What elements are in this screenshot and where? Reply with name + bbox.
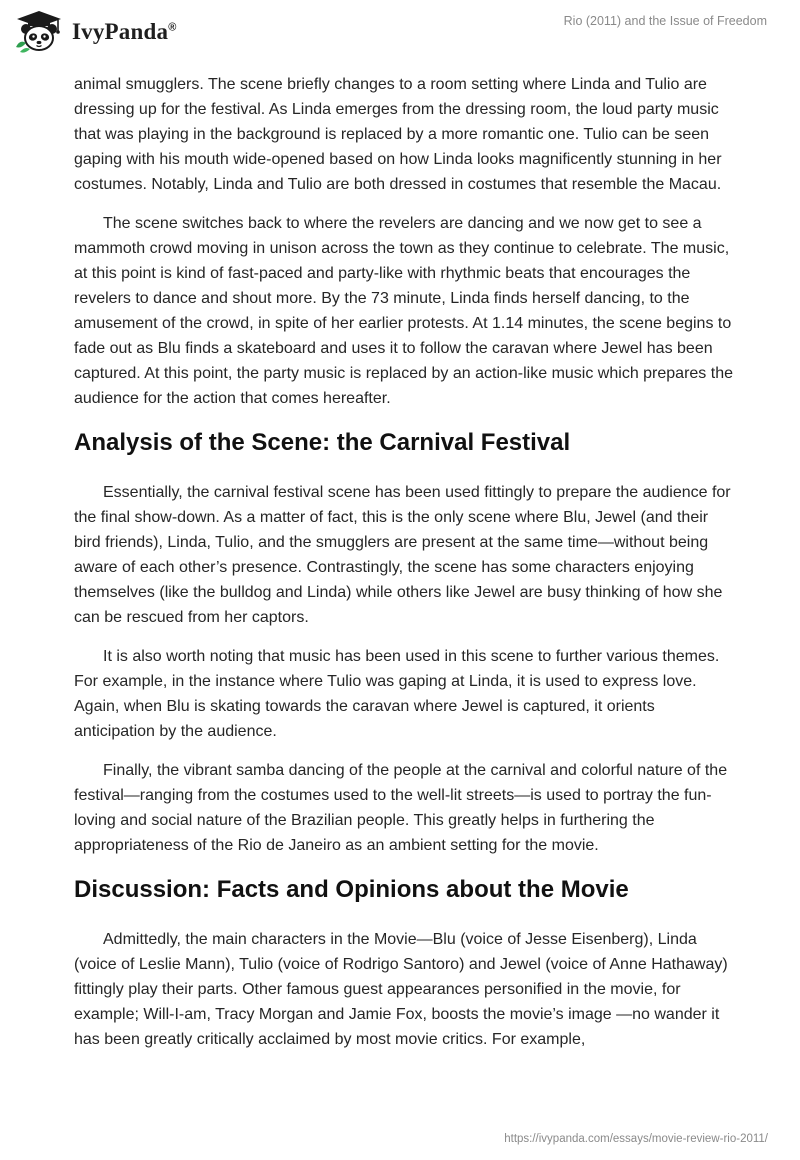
section-heading-discussion: Discussion: Facts and Opinions about the Movie: [74, 876, 629, 903]
essay-content: [74, 72, 734, 1066]
source-url[interactable]: https://ivypanda.com/essays/movie-review-rio-2011/: [504, 1133, 768, 1145]
brand-name: IvyPanda®: [72, 19, 177, 44]
page-header: [0, 0, 800, 62]
paragraph-1: animal smugglers. The scene briefly changes to a room setting where Linda and Tulio are dressing up for the festival. As Linda emerges from the dressing room, the loud party music that was playing in the background is replaced by a more romantic one. Tulio can be seen gaping with his mouth wide-opened based on how Linda looks magnificently stunning in her costumes. Notably, Linda and Tulio are both dressed in costumes that resemble the Macau.: [74, 76, 722, 193]
paragraph-5: Finally, the vibrant samba dancing of the people at the carnival and colorful nature of the festival—ranging from the costumes used to the well-lit streets—is used to portray the fun-loving and social nature of the Brazilian people. This greatly helps in furthering the appropriateness of the Rio de Janeiro as an ambient setting for the movie.: [74, 762, 728, 854]
paragraph-6: Admittedly, the main characters in the Movie—Blu (voice of Jesse Eisenberg), Linda (voice of Leslie Mann), Tulio (voice of Rodrigo Santoro) and Jewel (voice of Anne Hathaway) fittingly play their parts. Other famous guest appearances personified in the movie, for example; Will-I-am, Tracy Morgan and Jamie Fox, boosts the movie’s image —no wander it has been greatly critically acclaimed by most movie critics. For example,: [74, 931, 728, 1048]
ivypanda-logo[interactable]: [14, 9, 177, 53]
panda-graduate-icon: [14, 9, 64, 53]
section-heading-analysis: Analysis of the Scene: the Carnival Festival: [74, 429, 571, 456]
paragraph-4: It is also worth noting that music has been used in this scene to further various themes. For example, in the instance where Tulio was gaping at Linda, it is used to express love. Again, when Blu is skating towards the caravan where Jewel is captured, it orients anticipation by the audience.: [74, 648, 720, 740]
paragraph-2: The scene switches back to where the revelers are dancing and we now get to see a mammoth crowd moving in unison across the town as they continue to celebrate. The music, at this point is kind of fast-paced and party-like with rhythmic beats that encourages the revelers to dance and shout more. By the 73 minute, Linda finds herself dancing, to the amusement of the crowd, in spite of her earlier protests. At 1.14 minutes, the scene begins to fade out as Blu finds a skateboard and uses it to follow the caravan where Jewel has been captured. At this point, the party music is replaced by an action-like music which prepares the audience for the action that comes hereafter.: [74, 215, 733, 407]
document-title: Rio (2011) and the Issue of Freedom: [563, 14, 767, 28]
paragraph-3: Essentially, the carnival festival scene has been used fittingly to prepare the audience for the final show-down. As a matter of fact, this is the only scene where Blu, Jewel (and their bird friends), Linda, Tulio, and the smugglers are present at the same time—without being aware of each other’s presence. Contrastingly, the scene has some characters enjoying themselves (like the bulldog and Linda) while others like Jewel are busy thinking of how she can be rescued from her captors.: [74, 484, 731, 626]
